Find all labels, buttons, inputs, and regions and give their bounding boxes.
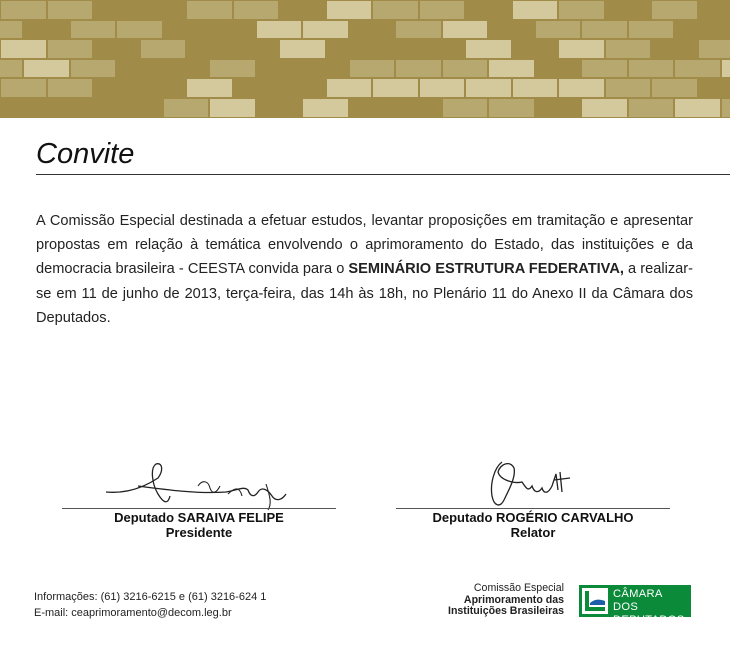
mosaic-tile xyxy=(234,1,279,19)
invitation-text xyxy=(36,209,693,330)
mosaic-tile xyxy=(210,60,255,78)
mosaic-tile xyxy=(117,99,162,117)
mosaic-tile xyxy=(396,99,441,117)
mosaic-tile xyxy=(71,21,116,39)
commission-name xyxy=(436,583,564,618)
president-name: Deputado SARAIVA FELIPE xyxy=(114,510,284,525)
mosaic-tile xyxy=(280,1,325,19)
contact-phone: Informações: (61) 3216-6215 e (61) 3216-624 1 xyxy=(34,591,267,603)
mosaic-tile xyxy=(280,79,325,97)
mosaic-tile xyxy=(606,79,651,97)
signature-line-president xyxy=(62,508,336,509)
mosaic-tile xyxy=(373,40,418,58)
president-role: Presidente xyxy=(165,525,233,540)
mosaic-tile xyxy=(443,21,488,39)
mosaic-tile xyxy=(94,1,139,19)
mosaic-tile xyxy=(164,21,209,39)
mosaic-tile xyxy=(1,79,46,97)
mosaic-tile xyxy=(489,99,534,117)
mosaic-tile xyxy=(722,21,730,39)
rapporteur-name: Deputado ROGÉRIO CARVALHO xyxy=(432,510,634,525)
mosaic-tile xyxy=(443,99,488,117)
mosaic-tile xyxy=(303,60,348,78)
camara-logo xyxy=(579,585,691,626)
mosaic-tile xyxy=(0,60,22,78)
mosaic-tile xyxy=(257,21,302,39)
mosaic-tile xyxy=(141,1,186,19)
mosaic-tile xyxy=(327,1,372,19)
mosaic-tile xyxy=(1,40,46,58)
title-divider xyxy=(36,174,730,175)
signature-rogerio-carvalho xyxy=(470,456,580,512)
contact-info xyxy=(34,589,266,621)
mosaic-tile xyxy=(350,99,395,117)
mosaic-tile xyxy=(396,21,441,39)
mosaic-tile xyxy=(652,1,697,19)
invitation-text-part2: a realizar-se em 11 de junho de 2013, terça-feira, das 14h às 18h, no Plenário 11 do Anexo II da Câmara dos Deputados. xyxy=(36,261,693,326)
mosaic-tile xyxy=(327,40,372,58)
mosaic-tile xyxy=(117,21,162,39)
mosaic-tile xyxy=(513,79,558,97)
mosaic-tile xyxy=(699,40,730,58)
mosaic-tile xyxy=(675,21,720,39)
mosaic-tile xyxy=(582,21,627,39)
mosaic-tile xyxy=(722,60,730,78)
mosaic-tile xyxy=(582,60,627,78)
mosaic-tile xyxy=(606,1,651,19)
mosaic-tile xyxy=(606,40,651,58)
mosaic-tile xyxy=(420,1,465,19)
mosaic-tile xyxy=(699,79,730,97)
mosaic-tile xyxy=(187,79,232,97)
mosaic-tile xyxy=(187,1,232,19)
mosaic-tile xyxy=(24,99,69,117)
mosaic-tile xyxy=(652,79,697,97)
mosaic-tile xyxy=(0,21,22,39)
mosaic-tile xyxy=(675,99,720,117)
page-title: Convite xyxy=(36,138,135,170)
commission-line-1: Comissão Especial xyxy=(473,582,564,594)
mosaic-tile xyxy=(466,1,511,19)
mosaic-tile xyxy=(71,99,116,117)
mosaic-tile xyxy=(652,40,697,58)
signature-line-rapporteur xyxy=(396,508,670,509)
mosaic-tile xyxy=(489,21,534,39)
mosaic-tile xyxy=(420,40,465,58)
mosaic-tile xyxy=(164,60,209,78)
mosaic-tile xyxy=(489,60,534,78)
mosaic-tile xyxy=(536,99,581,117)
mosaic-tile xyxy=(629,60,674,78)
mosaic-tile xyxy=(629,99,674,117)
logo-line-1: CÂMARA DOS xyxy=(613,588,663,613)
commission-line-2: Aprimoramento das xyxy=(463,593,564,606)
mosaic-tile xyxy=(48,79,93,97)
mosaic-tile xyxy=(396,60,441,78)
mosaic-tile xyxy=(24,21,69,39)
mosaic-tile xyxy=(48,1,93,19)
mosaic-tile xyxy=(536,60,581,78)
mosaic-tile xyxy=(94,40,139,58)
mosaic-tile xyxy=(0,99,22,117)
mosaic-tile xyxy=(327,79,372,97)
mosaic-tile xyxy=(303,21,348,39)
rapporteur-role: Relator xyxy=(510,525,556,540)
invitation-text-part1: A Comissão Especial destinada a efetuar estudos, levantar proposições em tramitação e apresentar propostas em relação à temática envolvendo o aprimoramento do Estado, das instituições e da democracia brasileira - CEESTA convida para o xyxy=(36,213,693,278)
mosaic-tile xyxy=(559,79,604,97)
mosaic-tile xyxy=(141,40,186,58)
mosaic-tile xyxy=(117,60,162,78)
mosaic-tile xyxy=(513,40,558,58)
mosaic-tile xyxy=(303,99,348,117)
mosaic-tile xyxy=(373,79,418,97)
camara-logo-text xyxy=(613,588,689,627)
mosaic-tile xyxy=(234,79,279,97)
mosaic-tile xyxy=(257,60,302,78)
mosaic-tile xyxy=(466,79,511,97)
mosaic-tile xyxy=(466,40,511,58)
mosaic-tile xyxy=(234,40,279,58)
mosaic-tile xyxy=(187,40,232,58)
mosaic-tile xyxy=(629,21,674,39)
contact-email: E-mail: ceaprimoramento@decom.leg.br xyxy=(34,607,232,619)
mosaic-tile xyxy=(350,60,395,78)
mosaic-tile xyxy=(94,79,139,97)
mosaic-tile xyxy=(559,40,604,58)
mosaic-tile xyxy=(71,60,116,78)
mosaic-tile xyxy=(24,60,69,78)
mosaic-tile xyxy=(210,21,255,39)
mosaic-tile xyxy=(164,99,209,117)
camara-emblem-icon xyxy=(581,587,609,615)
mosaic-tile xyxy=(141,79,186,97)
mosaic-tile xyxy=(559,1,604,19)
mosaic-tile xyxy=(443,60,488,78)
mosaic-tile xyxy=(722,99,730,117)
mosaic-tile xyxy=(210,99,255,117)
event-name: SEMINÁRIO ESTRUTURA FEDERATIVA, xyxy=(348,261,624,278)
header-mosaic-banner xyxy=(0,0,730,118)
commission-line-3: Instituições Brasileiras xyxy=(448,605,564,617)
mosaic-tile xyxy=(257,99,302,117)
mosaic-tile xyxy=(675,60,720,78)
mosaic-tile xyxy=(1,1,46,19)
mosaic-tile xyxy=(582,99,627,117)
mosaic-tile xyxy=(536,21,581,39)
mosaic-tile xyxy=(373,1,418,19)
mosaic-tile xyxy=(699,1,730,19)
mosaic-tile xyxy=(513,1,558,19)
mosaic-tile xyxy=(350,21,395,39)
mosaic-tile xyxy=(420,79,465,97)
mosaic-tile xyxy=(280,40,325,58)
signature-saraiva-felipe xyxy=(98,456,293,512)
mosaic-tile xyxy=(48,40,93,58)
logo-line-2: DEPUTADOS xyxy=(613,614,685,626)
